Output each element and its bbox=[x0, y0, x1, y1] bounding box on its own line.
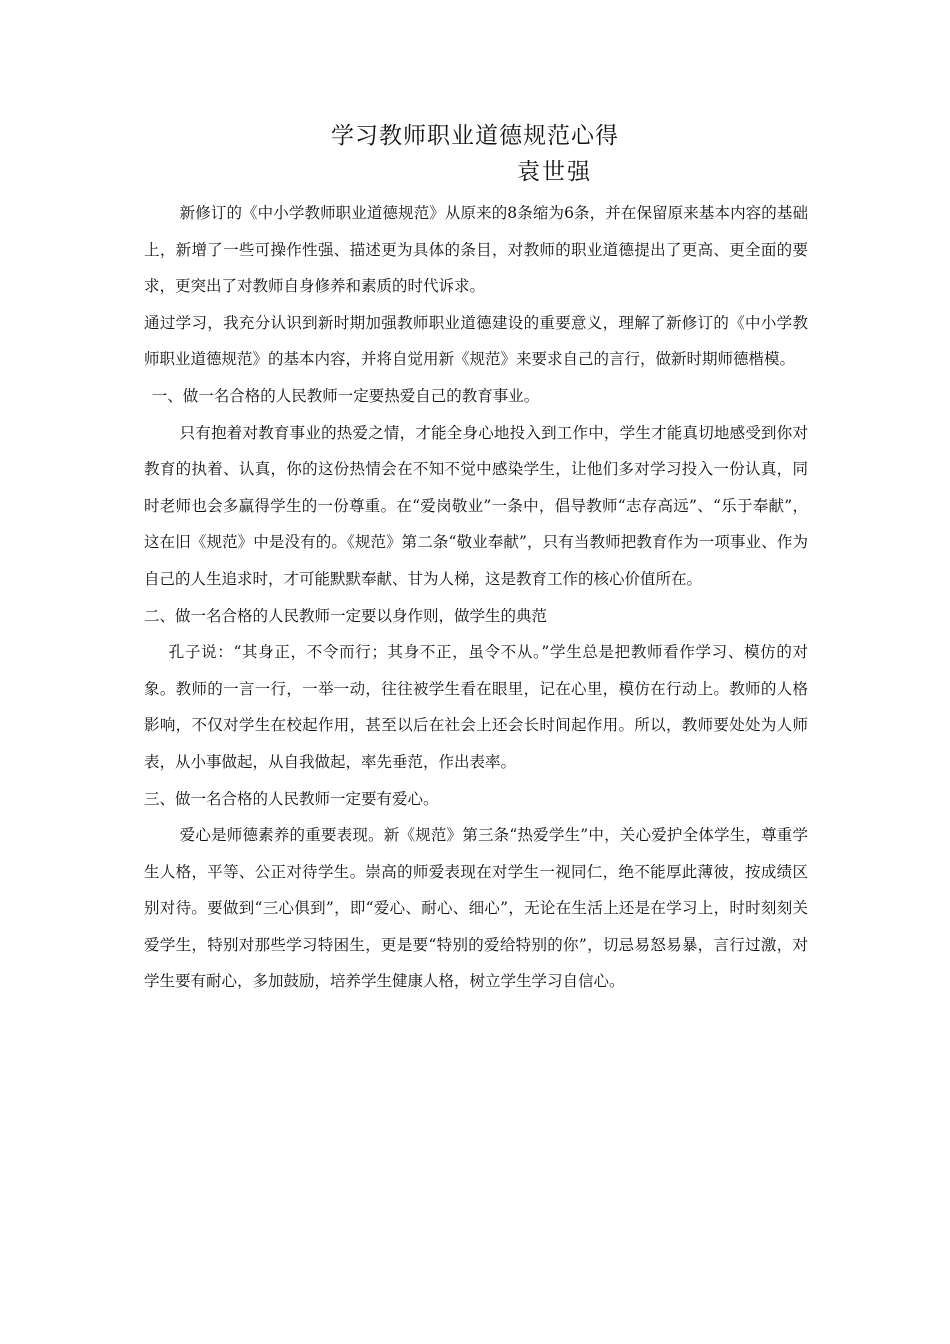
paragraph-study: 通过学习，我充分认识到新时期加强教师职业道德建设的重要意义，理解了新修订的《中小学教师职业道德规范》的基本内容，并将自觉用新《规范》来要求自己的言行，做新时期师德楷模。 bbox=[144, 313, 808, 369]
section-heading-2: 二、做一名合格的人民教师一定要以身作则，做学生的典范 bbox=[144, 606, 548, 625]
paragraph-section-3: 爱心是师德素养的重要表现。新《规范》第三条“热爱学生”中，关心爱护全体学生，尊重学生人格，平等、公正对待学生。崇高的师爱表现在对学生一视同仁，绝不能厚此薄彼，按成绩区别对待。要做到“三心俱到”，即“爱心、耐心、细心”，无论在生活上还是在学习上，时时刻刻关爱学生，特别对那些学习特困生，更是要“特别的爱给特别的你”，切忌易怒易暴，言行过激，对学生要有耐心，多加鼓励，培养学生健康人格，树立学生学习自信心。 bbox=[144, 826, 808, 991]
paragraph-intro: 新修订的《中小学教师职业道德规范》从原来的8条缩为6条，并在保留原来基本内容的基础上，新增了一些可操作性强、描述更为具体的条目，对教师的职业道德提出了更高、更全面的要求，更突出了对教师自身修养和素质的时代诉求。 bbox=[144, 204, 808, 296]
paragraph-section-1: 只有抱着对教育事业的热爱之情，才能全身心地投入到工作中，学生才能真切地感受到你对教育的执着、认真，你的这份热情会在不知不觉中感染学生，让他们多对学习投入一份认真，同时老师也会多赢得学生的一份尊重。在“爱岗敬业”一条中，倡导教师“志存高远”、“乐于奉献”，这在旧《规范》中是没有的。《规范》第二条“敬业奉献”，只有当教师把教育作为一项事业、作为自己的人生追求时，才可能默默奉献、甘为人梯，这是教育工作的核心价值所在。 bbox=[144, 423, 808, 588]
document-title: 学习教师职业道德规范心得 bbox=[331, 123, 619, 149]
section-heading-1: 一、做一名合格的人民教师一定要热爱自己的教育事业。 bbox=[151, 386, 540, 405]
paragraph-section-2: 孔子说：“其身正，不令而行；其身不正，虽令不从。”学生总是把教师看作学习、模仿的对象。教师的一言一行，一举一动，往往被学生看在眼里，记在心里，模仿在行动上。教师的人格影响，不仅对学生在校起作用，甚至以后在社会上还会长时间起作用。所以，教师要处处为人师表，从小事做起，从自我做起，率先垂范，作出表率。 bbox=[144, 643, 808, 771]
document-body bbox=[144, 195, 808, 1000]
section-heading-3: 三、做一名合格的人民教师一定要有爱心。 bbox=[144, 789, 439, 808]
document-author: 袁世强 bbox=[517, 159, 592, 185]
